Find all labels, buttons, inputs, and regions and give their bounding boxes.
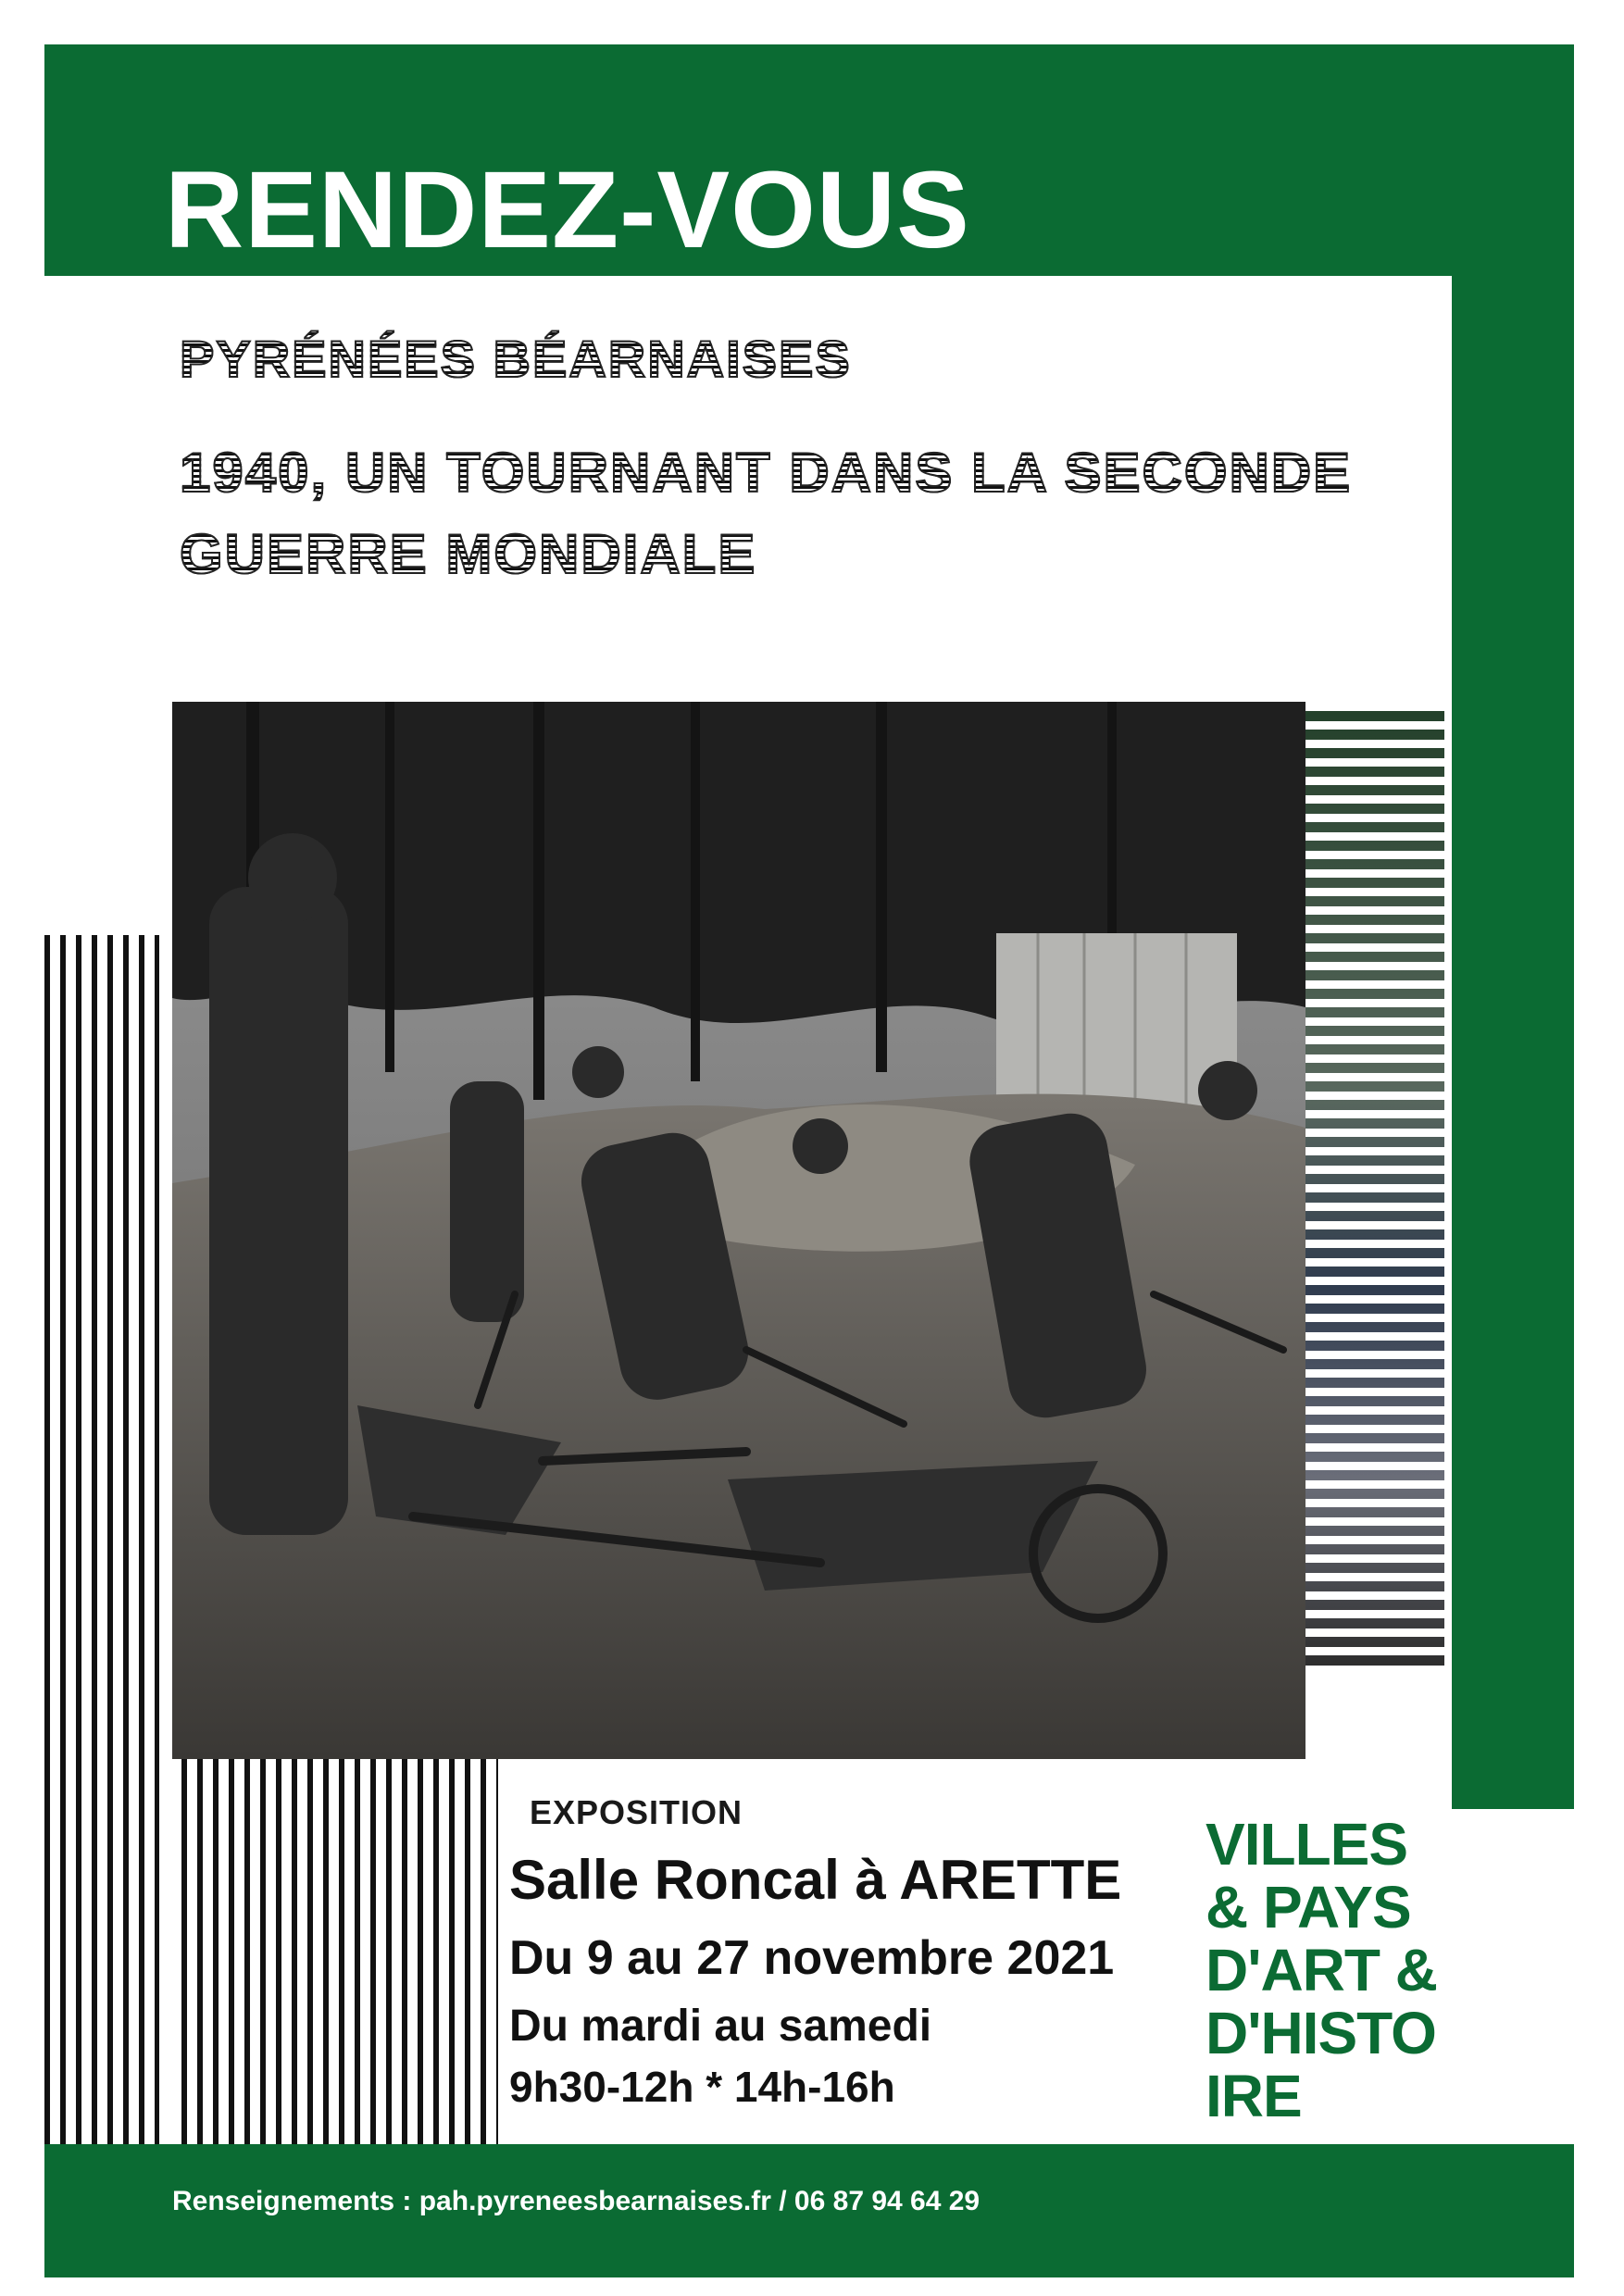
topic-line-1: 1940, UN TOURNANT DANS LA SECONDE bbox=[180, 442, 1353, 504]
photo-illustration bbox=[172, 702, 1305, 1759]
event-venue: Salle Roncal à ARETTE bbox=[509, 1849, 1122, 1911]
vertical-stripes-bottom bbox=[181, 1759, 498, 2144]
right-green-band bbox=[1452, 261, 1574, 1809]
historical-photo bbox=[172, 702, 1305, 1759]
villes-pays-art-histoire-logo bbox=[1206, 1815, 1448, 2140]
topic-line-2: GUERRE MONDIALE bbox=[180, 523, 757, 585]
event-hours: 9h30-12h * 14h-16h bbox=[509, 2063, 895, 2111]
subtitle: PYRÉNÉES BÉARNAISES bbox=[180, 328, 852, 391]
page-title: RENDEZ-VOUS bbox=[165, 149, 970, 271]
logo-line-4: D'HISTO bbox=[1206, 2000, 1436, 2066]
event-type: EXPOSITION bbox=[530, 1793, 743, 1831]
event-days: Du mardi au samedi bbox=[509, 2002, 932, 2051]
contact-info: Renseignements : pah.pyreneesbearnaises.fr / 06 87 94 64 29 bbox=[172, 2186, 981, 2216]
logo-line-1: VILLES bbox=[1206, 1815, 1408, 1878]
event-dates: Du 9 au 27 novembre 2021 bbox=[509, 1931, 1115, 1985]
logo-line-2: & PAYS bbox=[1206, 1874, 1411, 1940]
vertical-stripes-left bbox=[44, 935, 159, 2144]
logo-line-3: D'ART & bbox=[1206, 1937, 1437, 2003]
logo-line-5: IRE bbox=[1206, 2063, 1302, 2129]
striped-photo-panel bbox=[1305, 705, 1444, 1674]
